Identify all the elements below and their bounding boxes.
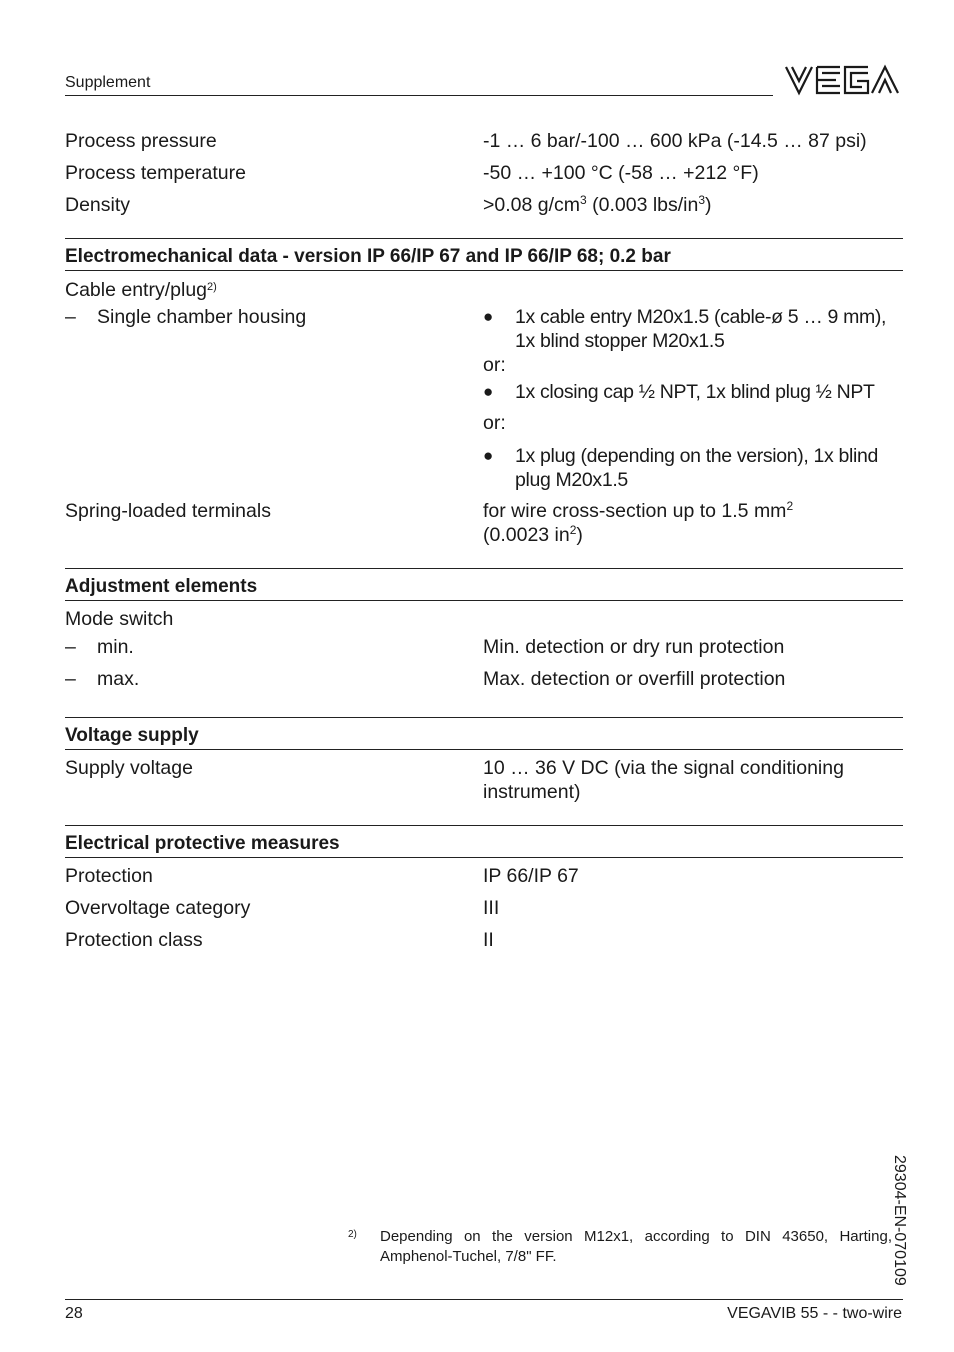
process-temperature-value: -50 … +100 °C (-58 … +212 °F): [483, 162, 759, 184]
dash-marker: –: [65, 306, 76, 328]
supply-voltage-label: Supply voltage: [65, 757, 193, 779]
footnote-ref: 2): [207, 281, 217, 293]
supply-voltage-value-line1: 10 … 36 V DC (via the signal conditioning: [483, 757, 844, 779]
mode-switch-label: Mode switch: [65, 608, 174, 630]
option1-line2: 1x blind stopper M20x1.5: [515, 330, 725, 352]
cable-entry-label: Cable entry/plug$^{2)}$: [65, 279, 217, 301]
density-label: Density: [65, 194, 131, 216]
terminals-value-line1: for wire cross-section up to 1.5 $mm^2$: [483, 499, 794, 522]
section-title-electrical-protection: Electrical protective measures: [65, 833, 340, 854]
section-rule-top: [65, 717, 903, 718]
option3-line2: plug M20x1.5: [515, 469, 628, 491]
page-number: 28: [65, 1305, 83, 1322]
density-value: >0.08 $g/cm^3$ (0.003 lbs/$in^3$): [483, 193, 712, 216]
single-chamber-label: Single chamber housing: [97, 306, 307, 328]
section-rule-bottom: [65, 600, 903, 601]
option2: 1x closing cap ½ NPT, 1x blind plug ½ NPT: [515, 381, 875, 403]
section-rule-bottom: [65, 749, 903, 750]
section-rule-bottom: [65, 270, 903, 271]
mode-min-value: Min. detection or dry run protection: [483, 636, 785, 658]
header-rule: [65, 95, 773, 96]
footnote-mark: 2): [348, 1229, 357, 1240]
process-pressure-value: -1 … 6 bar/-100 … 600 kPa (-14.5 … 87 psi): [483, 130, 867, 152]
mode-max-label: max.: [97, 668, 140, 690]
bullet-icon: ●: [483, 446, 494, 465]
footer-doc-title: VEGAVIB 55 - - two-wire: [727, 1305, 902, 1322]
section-title-electromechanical: Electromechanical data - version IP 66/IP 67 and IP 66/IP 68; 0.2 bar: [65, 246, 671, 267]
section-title-voltage: Voltage supply: [65, 725, 199, 746]
footer-rule: [65, 1299, 903, 1300]
bullet-icon: ●: [483, 307, 494, 326]
vega-logo: [784, 62, 902, 98]
process-temperature-label: Process temperature: [65, 162, 246, 184]
terminals-label: Spring-loaded terminals: [65, 500, 271, 522]
document-code: 29304-EN-070109: [891, 1155, 908, 1286]
protection-value: IP 66/IP 67: [483, 865, 579, 887]
section-title-adjustment: Adjustment elements: [65, 576, 258, 597]
option3-line1: 1x plug (depending on the version), 1x blind: [515, 445, 878, 467]
supply-voltage-value-line2: instrument): [483, 781, 581, 803]
section-rule-top: [65, 825, 903, 826]
header-section-label: Supplement: [65, 74, 151, 91]
dash-marker: –: [65, 668, 76, 690]
process-pressure-label: Process pressure: [65, 130, 217, 152]
footnote-text: Depending on the version M12x1, according to DIN 43650, Harting, Amphenol-Tuchel, 7/8" FF.: [380, 1228, 892, 1265]
mode-max-value: Max. detection or overfill protection: [483, 668, 786, 690]
or-separator: or:: [483, 354, 506, 376]
protection-label: Protection: [65, 865, 153, 887]
overvoltage-label: Overvoltage category: [65, 897, 251, 919]
protection-class-value: II: [483, 929, 494, 951]
overvoltage-value: III: [483, 897, 500, 919]
section-rule-bottom: [65, 857, 903, 858]
bullet-icon: ●: [483, 382, 494, 401]
or-separator: or:: [483, 412, 506, 434]
section-rule-top: [65, 238, 903, 239]
terminals-value-line2: (0.0023 $in^2$): [483, 523, 583, 546]
section-rule-top: [65, 568, 903, 569]
mode-min-label: min.: [97, 636, 134, 658]
option1-line1: 1x cable entry M20x1.5 (cable-ø 5 … 9 mm),: [515, 306, 887, 328]
protection-class-label: Protection class: [65, 929, 203, 951]
dash-marker: –: [65, 636, 76, 658]
